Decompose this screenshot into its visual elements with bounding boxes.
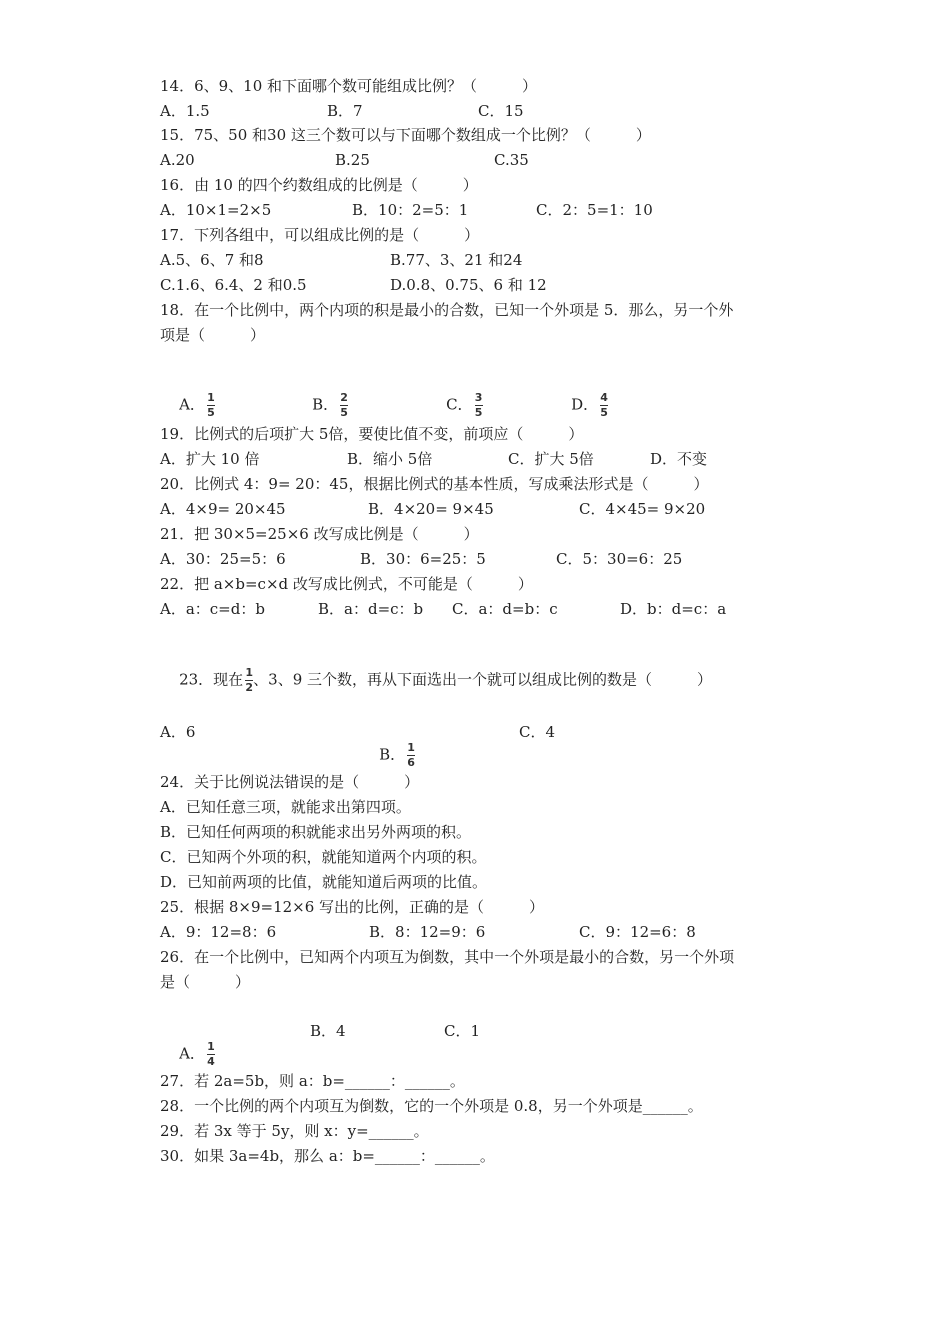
q16-option-c: C．2：5=1：10: [536, 201, 653, 219]
fraction: $\frac{4}{5}$: [600, 391, 608, 419]
question-24: 24．关于比例说法错误的是（ ）: [160, 773, 420, 791]
q17-option-b: B.77、3、21 和24: [390, 251, 523, 269]
q18-option-c: C． $\frac{3}{5}$: [446, 391, 483, 419]
question-26-line-1: 26．在一个比例中，已知两个内项互为倒数，其中一个外项是最小的合数，另一个外项: [160, 948, 735, 966]
question-27: 27．若 2a=5b，则 a：b=______：______。: [160, 1072, 465, 1090]
fraction: $\frac{3}{5}$: [474, 391, 483, 419]
question-20: 20．比例式 4：9= 20：45，根据比例式的基本性质，写成乘法形式是（ ）: [160, 475, 709, 493]
question-26-line-2: 是（ ）: [160, 973, 251, 991]
question-30: 30．如果 3a=4b，那么 a：b=______：______。: [160, 1147, 495, 1165]
question-22: 22．把 a×b=c×d 改写成比例式，不可能是（ ）: [160, 575, 533, 593]
q14-option-b: B．7: [327, 102, 363, 120]
q14-option-c: C．15: [478, 102, 524, 120]
q21-option-c: C．5：30=6：25: [556, 550, 683, 568]
q15-option-b: B.25: [335, 151, 370, 169]
fraction: $\frac{1}{6}$: [407, 741, 415, 769]
q24-option-d: D．已知前两项的比值，就能知道后两项的比值。: [160, 873, 488, 891]
q23-option-a: A．6: [160, 723, 196, 741]
fraction: $\frac{2}{5}$: [340, 391, 348, 419]
q21-option-b: B．30：6=25：5: [360, 550, 486, 568]
q25-option-c: C．9：12=6：8: [579, 923, 696, 941]
q14-option-a: A．1.5: [160, 102, 210, 120]
q19-option-d: D．不变: [650, 450, 708, 468]
q26-option-a: A． $\frac{1}{4}$: [179, 1040, 215, 1068]
question-18-line-1: 18．在一个比例中，两个内项的积是最小的合数，已知一个外项是 5．那么，另一个外: [160, 301, 734, 319]
question-17: 17．下列各组中，可以组成比例的是（ ）: [160, 226, 480, 244]
q24-option-a: A．已知任意三项，就能求出第四项。: [160, 798, 411, 816]
q21-option-a: A．30：25=5：6: [160, 550, 286, 568]
q23-option-c: C．4: [519, 723, 556, 741]
question-18-line-2: 项是（ ）: [160, 326, 266, 344]
q23-option-b: B． $\frac{1}{6}$: [379, 741, 415, 769]
q18-option-b: B． $\frac{2}{5}$: [312, 391, 348, 419]
q24-option-b: B．已知任何两项的积就能求出另外两项的积。: [160, 823, 472, 841]
q18-option-d: D． $\frac{4}{5}$: [571, 391, 608, 419]
question-15: 15．75、50 和30 这三个数可以与下面哪个数组成一个比例？（ ）: [160, 126, 651, 144]
question-14: 14．6、9、10 和下面哪个数可能组成比例？（ ）: [160, 77, 538, 95]
q17-option-d: D.0.8、0.75、6 和 12: [390, 276, 547, 294]
q20-option-a: A．4×9= 20×45: [160, 500, 286, 518]
q22-option-c: C．a：d=b：c: [452, 600, 558, 618]
q26-option-c: C．1: [444, 1022, 481, 1040]
q24-option-c: C．已知两个外项的积，就能知道两个内项的积。: [160, 848, 487, 866]
question-23: 23．现在 $\frac{1}{2}$ 、3、9 三个数，再从下面选出一个就可以组成比例的数是（ ）: [179, 666, 713, 694]
question-21: 21．把 30×5=25×6 改写成比例是（ ）: [160, 525, 479, 543]
q26-option-b: B．4: [310, 1022, 346, 1040]
q22-option-b: B．a：d=c：b: [318, 600, 424, 618]
q25-option-a: A．9：12=8：6: [160, 923, 277, 941]
q18-option-a: A． $\frac{1}{5}$: [179, 391, 215, 419]
q15-option-c: C.35: [494, 151, 529, 169]
question-29: 29．若 3x 等于 5y，则 x：y=______。: [160, 1122, 429, 1140]
q20-option-c: C．4×45= 9×20: [579, 500, 706, 518]
q20-option-b: B．4×20= 9×45: [368, 500, 494, 518]
question-25: 25．根据 8×9=12×6 写出的比例，正确的是（ ）: [160, 898, 545, 916]
q15-option-a: A.20: [160, 151, 195, 169]
q17-option-c: C.1.6、6.4、2 和0.5: [160, 276, 307, 294]
q22-option-a: A．a：c=d：b: [160, 600, 265, 618]
fraction: $\frac{1}{2}$: [245, 666, 253, 694]
q19-option-c: C．扩大 5倍: [508, 450, 594, 468]
fraction: $\frac{1}{5}$: [207, 391, 215, 419]
q19-option-a: A．扩大 10 倍: [160, 450, 260, 468]
q25-option-b: B．8：12=9：6: [369, 923, 486, 941]
question-19: 19．比例式的后项扩大 5倍，要使比值不变，前项应（ ）: [160, 425, 584, 443]
q16-option-b: B．10：2=5：1: [352, 201, 469, 219]
question-16: 16．由 10 的四个约数组成的比例是（ ）: [160, 176, 478, 194]
q16-option-a: A．10×1=2×5: [160, 201, 272, 219]
fraction: $\frac{1}{4}$: [207, 1040, 215, 1068]
q17-option-a: A.5、6、7 和8: [160, 251, 264, 269]
q22-option-d: D．b：d=c：a: [620, 600, 727, 618]
q19-option-b: B．缩小 5倍: [347, 450, 433, 468]
question-28: 28．一个比例的两个内项互为倒数，它的一个外项是 0.8，另一个外项是______。: [160, 1097, 703, 1115]
